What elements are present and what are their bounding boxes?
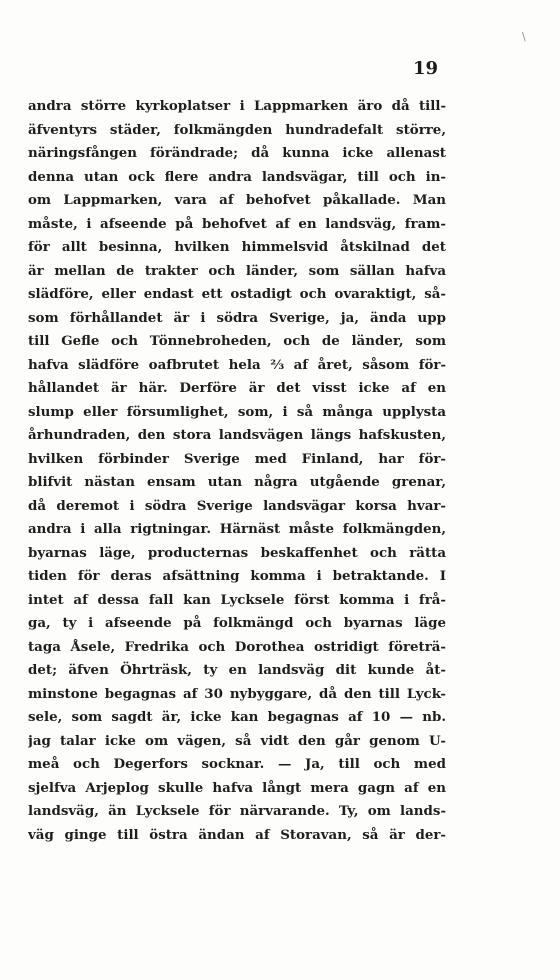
text-line: intet af dessa fall kan Lycksele först komma i frå- <box>28 591 446 608</box>
text-line: hafva slädföre oafbrutet hela ⅔ af året, såsom för- <box>28 356 446 373</box>
text-line: slump eller försumlighet, som, i så många upplysta <box>28 403 446 420</box>
text-line: minstone begagnas af 30 nybyggare, då den till Lyck- <box>28 685 446 702</box>
text-line: för allt besinna, hvilken himmelsvid åtskilnad det <box>28 239 446 255</box>
body-text <box>28 95 446 847</box>
text-line: andra större kyrkoplatser i Lappmarken äro då till- <box>28 98 446 114</box>
text-line: hållandet är här. Derföre är det visst icke af en <box>28 380 446 396</box>
text-line: hvilken förbinder Sverige med Finland, har för- <box>28 450 446 467</box>
text-line: meå och Degerfors socknar. — Ja, till och med <box>28 756 446 772</box>
text-line: det; äfven Öhrträsk, ty en landsväg dit kunde åt- <box>28 662 446 678</box>
text-line: om Lappmarken, vara af behofvet påkallade. Man <box>28 192 446 208</box>
text-line: slädföre, eller endast ett ostadigt och ovaraktigt, så- <box>28 286 446 302</box>
text-line: då deremot i södra Sverige landsvägar korsa hvar- <box>28 497 446 514</box>
text-line: andra i alla rigtningar. Härnäst måste folkmängden, <box>28 521 446 537</box>
text-line: näringsfången förändrade; då kunna icke allenast <box>28 145 446 161</box>
text-line: blifvit nästan ensam utan några utgående grenar, <box>28 474 446 490</box>
text-line: tiden för deras afsättning komma i betraktande. I <box>28 568 446 584</box>
text-line: jag talar icke om vägen, så vidt den går genom U- <box>28 732 446 749</box>
text-line: är mellan de trakter och länder, som sällan hafva <box>28 262 446 279</box>
text-line: äfventyrs städer, folkmängden hundradefalt större, <box>28 121 446 138</box>
text-line: denna utan ock flere andra landsvägar, till och in- <box>28 168 446 185</box>
text-line: sele, som sagdt är, icke kan begagnas af 10 — nb. <box>28 709 446 725</box>
text-line: måste, i afseende på behofvet af en landsväg, fram- <box>28 215 446 232</box>
margin-mark: \ <box>522 30 526 43</box>
text-line: taga Åsele, Fredrika och Dorothea ostridigt företrä- <box>28 638 446 655</box>
text-line: byarnas läge, producternas beskaffenhet och rätta <box>28 544 446 561</box>
text-line: landsväg, än Lycksele för närvarande. Ty, om lands- <box>28 803 446 819</box>
text-line: som förhållandet är i södra Sverige, ja, ända upp <box>28 309 446 326</box>
text-line: århundraden, den stora landsvägen längs hafskusten, <box>28 427 446 443</box>
page-number: 19 <box>413 58 439 79</box>
text-line: sjelfva Arjeplog skulle hafva långt mera gagn af en <box>28 779 446 796</box>
text-line: väg ginge till östra ändan af Storavan, så är der- <box>28 826 446 843</box>
text-line: till Gefle och Tönnebroheden, och de länder, som <box>28 333 446 349</box>
text-line: ga, ty i afseende på folkmängd och byarnas läge <box>28 615 446 631</box>
